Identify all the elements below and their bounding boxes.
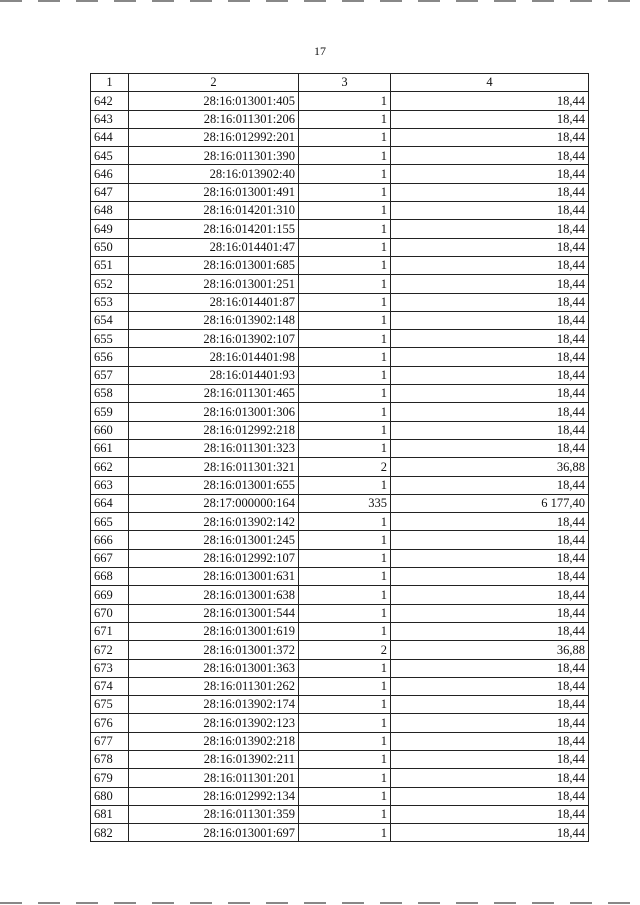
row-number-cell: 674 (91, 677, 129, 695)
cadastral-number-cell: 28:16:013902:218 (129, 732, 299, 750)
amount-cell: 18,44 (391, 238, 589, 256)
row-number-cell: 675 (91, 696, 129, 714)
row-number-cell: 653 (91, 293, 129, 311)
table-row (91, 641, 589, 659)
table-body (91, 92, 589, 842)
amount-cell: 18,44 (391, 824, 589, 842)
table-row (91, 787, 589, 805)
amount-cell: 18,44 (391, 769, 589, 787)
amount-cell: 18,44 (391, 147, 589, 165)
cadastral-number-cell: 28:16:013902:142 (129, 513, 299, 531)
table-row (91, 696, 589, 714)
table-row (91, 311, 589, 329)
amount-cell: 18,44 (391, 348, 589, 366)
row-number-cell: 657 (91, 366, 129, 384)
cadastral-number-cell: 28:16:013902:107 (129, 330, 299, 348)
amount-cell: 18,44 (391, 568, 589, 586)
table-row (91, 531, 589, 549)
cadastral-number-cell: 28:16:013001:544 (129, 604, 299, 622)
quantity-cell: 1 (299, 677, 391, 695)
table-row (91, 604, 589, 622)
amount-cell: 18,44 (391, 586, 589, 604)
amount-cell: 18,44 (391, 385, 589, 403)
table-row (91, 366, 589, 384)
amount-cell: 18,44 (391, 183, 589, 201)
table-row (91, 256, 589, 274)
quantity-cell: 1 (299, 110, 391, 128)
cadastral-number-cell: 28:16:011301:201 (129, 769, 299, 787)
row-number-cell: 668 (91, 568, 129, 586)
quantity-cell: 1 (299, 586, 391, 604)
row-number-cell: 680 (91, 787, 129, 805)
cadastral-number-cell: 28:16:011301:359 (129, 805, 299, 823)
row-number-cell: 647 (91, 183, 129, 201)
quantity-cell: 1 (299, 604, 391, 622)
quantity-cell: 1 (299, 147, 391, 165)
table-row (91, 549, 589, 567)
quantity-cell: 1 (299, 476, 391, 494)
cadastral-number-cell: 28:16:013001:619 (129, 622, 299, 640)
table-row (91, 586, 589, 604)
table-row (91, 732, 589, 750)
quantity-cell: 1 (299, 385, 391, 403)
row-number-cell: 659 (91, 403, 129, 421)
quantity-cell: 1 (299, 330, 391, 348)
cadastral-number-cell: 28:16:011301:465 (129, 385, 299, 403)
cadastral-number-cell: 28:16:011301:390 (129, 147, 299, 165)
amount-cell: 18,44 (391, 330, 589, 348)
page-number: 17 (314, 44, 326, 58)
cadastral-number-cell: 28:16:012992:201 (129, 128, 299, 146)
row-number-cell: 672 (91, 641, 129, 659)
quantity-cell: 1 (299, 421, 391, 439)
quantity-cell: 1 (299, 787, 391, 805)
quantity-cell: 1 (299, 183, 391, 201)
table-row (91, 92, 589, 110)
amount-cell: 18,44 (391, 549, 589, 567)
row-number-cell: 661 (91, 439, 129, 457)
row-number-cell: 667 (91, 549, 129, 567)
quantity-cell: 1 (299, 238, 391, 256)
amount-cell: 18,44 (391, 366, 589, 384)
table-row (91, 293, 589, 311)
table-row (91, 476, 589, 494)
cadastral-number-cell: 28:16:012992:134 (129, 787, 299, 805)
row-number-cell: 654 (91, 311, 129, 329)
cadastral-number-cell: 28:16:013001:638 (129, 586, 299, 604)
table-header-row (91, 74, 589, 92)
table-row (91, 769, 589, 787)
amount-cell: 18,44 (391, 604, 589, 622)
amount-cell: 18,44 (391, 311, 589, 329)
quantity-cell: 1 (299, 275, 391, 293)
amount-cell: 18,44 (391, 714, 589, 732)
quantity-cell: 1 (299, 202, 391, 220)
table-row (91, 220, 589, 238)
quantity-cell: 1 (299, 403, 391, 421)
quantity-cell: 1 (299, 769, 391, 787)
amount-cell: 18,44 (391, 732, 589, 750)
cadastral-number-cell: 28:16:011301:323 (129, 439, 299, 457)
cadastral-number-cell: 28:16:013001:306 (129, 403, 299, 421)
amount-cell: 18,44 (391, 677, 589, 695)
row-number-cell: 679 (91, 769, 129, 787)
cadastral-number-cell: 28:16:013001:245 (129, 531, 299, 549)
table-row (91, 458, 589, 476)
amount-cell: 18,44 (391, 696, 589, 714)
amount-cell: 18,44 (391, 476, 589, 494)
row-number-cell: 656 (91, 348, 129, 366)
cadastral-number-cell: 28:16:014201:310 (129, 202, 299, 220)
cadastral-number-cell: 28:16:011301:206 (129, 110, 299, 128)
quantity-cell: 1 (299, 128, 391, 146)
cadastral-number-cell: 28:16:011301:321 (129, 458, 299, 476)
row-number-cell: 642 (91, 92, 129, 110)
amount-cell: 18,44 (391, 750, 589, 768)
amount-cell: 18,44 (391, 293, 589, 311)
row-number-cell: 682 (91, 824, 129, 842)
cadastral-number-cell: 28:16:012992:218 (129, 421, 299, 439)
table-row (91, 513, 589, 531)
row-number-cell: 678 (91, 750, 129, 768)
row-number-cell: 681 (91, 805, 129, 823)
row-number-cell: 650 (91, 238, 129, 256)
quantity-cell: 1 (299, 531, 391, 549)
table-row (91, 403, 589, 421)
table-row (91, 622, 589, 640)
quantity-cell: 1 (299, 513, 391, 531)
table-row (91, 110, 589, 128)
quantity-cell: 1 (299, 311, 391, 329)
row-number-cell: 663 (91, 476, 129, 494)
quantity-cell: 2 (299, 641, 391, 659)
column-header-1: 1 (91, 74, 129, 92)
amount-cell: 36,88 (391, 458, 589, 476)
cadastral-number-cell: 28:16:013902:148 (129, 311, 299, 329)
data-table (90, 73, 589, 842)
table-row (91, 330, 589, 348)
amount-cell: 18,44 (391, 256, 589, 274)
table-row (91, 421, 589, 439)
amount-cell: 18,44 (391, 805, 589, 823)
table-row (91, 348, 589, 366)
table-row (91, 183, 589, 201)
row-number-cell: 671 (91, 622, 129, 640)
cadastral-number-cell: 28:16:013902:174 (129, 696, 299, 714)
quantity-cell: 1 (299, 348, 391, 366)
table-row (91, 750, 589, 768)
row-number-cell: 644 (91, 128, 129, 146)
amount-cell: 18,44 (391, 202, 589, 220)
row-number-cell: 651 (91, 256, 129, 274)
amount-cell: 18,44 (391, 421, 589, 439)
quantity-cell: 335 (299, 494, 391, 512)
row-number-cell: 658 (91, 385, 129, 403)
cadastral-number-cell: 28:16:013001:363 (129, 659, 299, 677)
amount-cell: 18,44 (391, 92, 589, 110)
table-row (91, 147, 589, 165)
amount-cell: 18,44 (391, 659, 589, 677)
cadastral-number-cell: 28:16:012992:107 (129, 549, 299, 567)
top-edge-artifact (0, 0, 640, 2)
quantity-cell: 1 (299, 568, 391, 586)
quantity-cell: 1 (299, 714, 391, 732)
row-number-cell: 646 (91, 165, 129, 183)
table-row (91, 128, 589, 146)
row-number-cell: 677 (91, 732, 129, 750)
table-row (91, 165, 589, 183)
row-number-cell: 649 (91, 220, 129, 238)
table-row (91, 238, 589, 256)
amount-cell: 18,44 (391, 513, 589, 531)
table-row (91, 568, 589, 586)
table-row (91, 659, 589, 677)
column-header-2: 2 (129, 74, 299, 92)
quantity-cell: 1 (299, 750, 391, 768)
table-row (91, 494, 589, 512)
row-number-cell: 664 (91, 494, 129, 512)
quantity-cell: 1 (299, 256, 391, 274)
table-row (91, 275, 589, 293)
column-header-4: 4 (391, 74, 589, 92)
row-number-cell: 666 (91, 531, 129, 549)
quantity-cell: 2 (299, 458, 391, 476)
quantity-cell: 1 (299, 659, 391, 677)
row-number-cell: 643 (91, 110, 129, 128)
row-number-cell: 648 (91, 202, 129, 220)
amount-cell: 18,44 (391, 531, 589, 549)
cadastral-number-cell: 28:16:014401:93 (129, 366, 299, 384)
amount-cell: 6 177,40 (391, 494, 589, 512)
cadastral-number-cell: 28:16:011301:262 (129, 677, 299, 695)
table-row (91, 202, 589, 220)
amount-cell: 18,44 (391, 128, 589, 146)
cadastral-number-cell: 28:16:014401:87 (129, 293, 299, 311)
row-number-cell: 676 (91, 714, 129, 732)
cadastral-number-cell: 28:16:013001:631 (129, 568, 299, 586)
amount-cell: 18,44 (391, 403, 589, 421)
cadastral-number-cell: 28:16:013001:697 (129, 824, 299, 842)
amount-cell: 18,44 (391, 275, 589, 293)
table-row (91, 824, 589, 842)
table-row (91, 385, 589, 403)
amount-cell: 36,88 (391, 641, 589, 659)
cadastral-number-cell: 28:16:013001:251 (129, 275, 299, 293)
row-number-cell: 652 (91, 275, 129, 293)
cadastral-number-cell: 28:16:013902:211 (129, 750, 299, 768)
table-row (91, 805, 589, 823)
cadastral-number-cell: 28:16:014201:155 (129, 220, 299, 238)
cadastral-number-cell: 28:16:013001:685 (129, 256, 299, 274)
row-number-cell: 660 (91, 421, 129, 439)
amount-cell: 18,44 (391, 787, 589, 805)
quantity-cell: 1 (299, 366, 391, 384)
cadastral-number-cell: 28:16:013001:372 (129, 641, 299, 659)
amount-cell: 18,44 (391, 439, 589, 457)
row-number-cell: 670 (91, 604, 129, 622)
table-row (91, 677, 589, 695)
quantity-cell: 1 (299, 220, 391, 238)
cadastral-number-cell: 28:16:013001:491 (129, 183, 299, 201)
row-number-cell: 665 (91, 513, 129, 531)
table-row (91, 439, 589, 457)
row-number-cell: 655 (91, 330, 129, 348)
cadastral-number-cell: 28:16:013902:40 (129, 165, 299, 183)
cadastral-number-cell: 28:16:013902:123 (129, 714, 299, 732)
quantity-cell: 1 (299, 92, 391, 110)
quantity-cell: 1 (299, 622, 391, 640)
quantity-cell: 1 (299, 439, 391, 457)
amount-cell: 18,44 (391, 622, 589, 640)
column-header-3: 3 (299, 74, 391, 92)
amount-cell: 18,44 (391, 220, 589, 238)
row-number-cell: 673 (91, 659, 129, 677)
quantity-cell: 1 (299, 824, 391, 842)
quantity-cell: 1 (299, 293, 391, 311)
cadastral-number-cell: 28:16:014401:98 (129, 348, 299, 366)
cadastral-number-cell: 28:16:013001:655 (129, 476, 299, 494)
cadastral-number-cell: 28:17:000000:164 (129, 494, 299, 512)
table-row (91, 714, 589, 732)
row-number-cell: 669 (91, 586, 129, 604)
quantity-cell: 1 (299, 805, 391, 823)
bottom-edge-artifact (0, 902, 640, 904)
cadastral-number-cell: 28:16:013001:405 (129, 92, 299, 110)
amount-cell: 18,44 (391, 110, 589, 128)
quantity-cell: 1 (299, 549, 391, 567)
amount-cell: 18,44 (391, 165, 589, 183)
cadastral-number-cell: 28:16:014401:47 (129, 238, 299, 256)
row-number-cell: 645 (91, 147, 129, 165)
quantity-cell: 1 (299, 696, 391, 714)
row-number-cell: 662 (91, 458, 129, 476)
quantity-cell: 1 (299, 165, 391, 183)
quantity-cell: 1 (299, 732, 391, 750)
